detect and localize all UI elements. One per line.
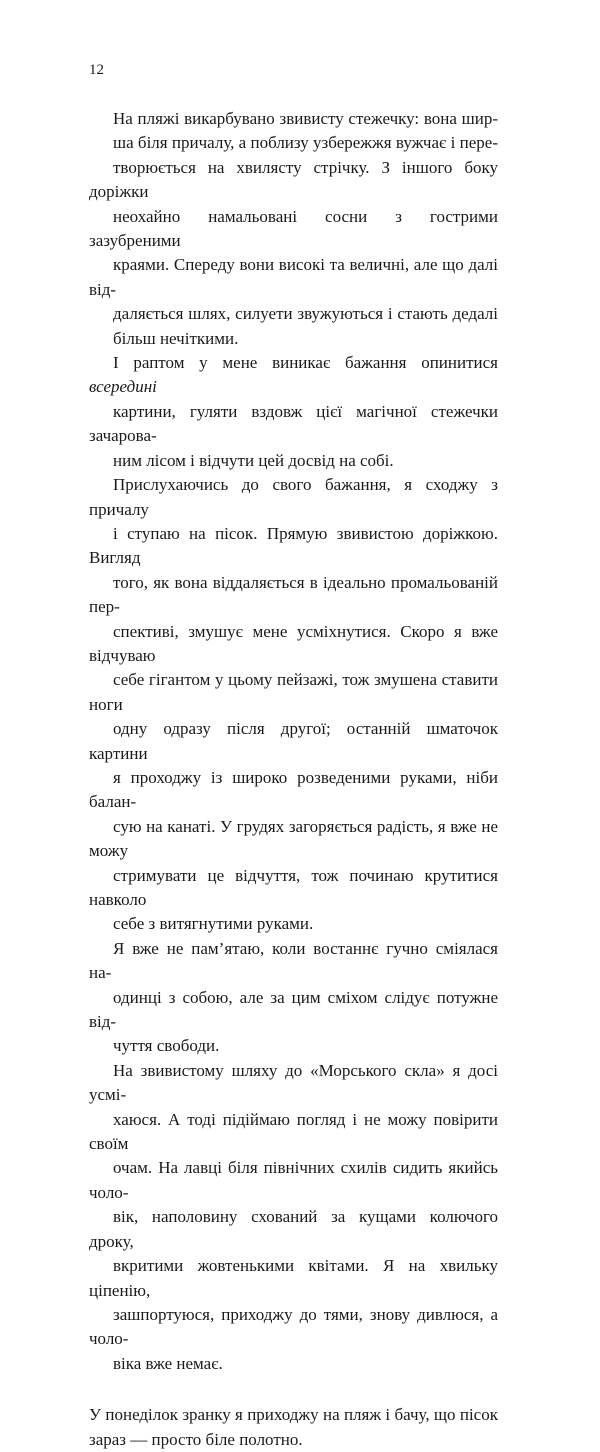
text-line: даляється шлях, силуети звужуються і стають дедалі — [113, 304, 498, 324]
text-line: більш нечіткими. — [113, 328, 239, 348]
paragraph-1 — [89, 107, 498, 351]
text-line: неохайно намальовані сосни з гострими зазубреними — [89, 206, 498, 251]
text-line: я проходжу із широко розведеними руками, ніби балан- — [89, 767, 498, 812]
text-line: себе гігантом у цьому пейзажі, тож змушена ставити ноги — [89, 670, 498, 714]
text-line: і ступаю на пісок. Прямую звивистою доріжкою. Вигляд — [89, 523, 498, 568]
text-line: Прислухаючись до свого бажання, я сходжу з причалу — [89, 475, 498, 519]
paragraph-3 — [89, 473, 498, 937]
section-break — [89, 1376, 498, 1403]
text-line: спективі, змушує мене усміхнутися. Скоро я вже відчуваю — [89, 621, 498, 665]
text-line: сую на канаті. У грудях загоряється радість, я вже не можу — [89, 816, 498, 861]
text-line: На пляжі викарбувано звивисту стежечку: вона шир- — [113, 109, 498, 128]
text-line: краями. Спереду вони високі та величні, але що далі від- — [89, 255, 498, 299]
paragraph-5 — [89, 1059, 498, 1376]
text-line: ним лісом і відчути цей досвід на собі. — [113, 450, 394, 470]
text-line: зараз — просто біле полотно. — [89, 1429, 303, 1449]
text-line: очам. На лавці біля північних схилів сидить якийсь чоло- — [89, 1158, 498, 1202]
text-line: На звивистому шляху до «Морського скла» я досі усмі- — [89, 1060, 498, 1105]
text-line: чуття свободи. — [113, 1036, 220, 1056]
page-number: 12 — [89, 62, 104, 78]
text-line: віка вже немає. — [113, 1353, 223, 1373]
text-line: У понеділок зранку я приходжу на пляж і бачу, що пісок — [89, 1405, 498, 1425]
paragraph-2 — [89, 351, 498, 473]
text-line: вік, наполовину схований за кущами колючого дроку, — [89, 1207, 498, 1251]
emphasized-word: всередині — [89, 377, 157, 397]
body-text — [89, 107, 498, 1452]
text-line: творюється на хвилясту стрічку. З іншого боку доріжки — [89, 157, 498, 202]
text-run: І раптом у мене виникає бажання опинитися — [113, 353, 498, 373]
paragraph-6 — [89, 1403, 498, 1452]
text-line: зашпортуюся, приходжу до тями, знову дивлюся, а чоло- — [89, 1304, 498, 1349]
text-line: ша біля причалу, а поблизу узбережжя вужчає і пере- — [113, 133, 498, 153]
text-line: одну одразу після другої; останній шматочок картини — [89, 719, 498, 763]
text-line: того, як вона віддаляється в ідеально промальованій пер- — [89, 572, 498, 617]
text-line: стримувати це відчуття, тож починаю крутитися навколо — [89, 865, 498, 909]
paragraph-4 — [89, 937, 498, 1059]
text-line: картини, гуляти вздовж цієї магічної стежечки зачарова- — [89, 401, 498, 446]
text-line: одинці з собою, але за цим сміхом слідує потужне від- — [89, 987, 498, 1032]
text-line: Я вже не пам’ятаю, коли востаннє гучно сміялася на- — [89, 938, 498, 983]
text-line: хаюся. А тоді підіймаю погляд і не можу повірити своїм — [89, 1109, 498, 1154]
text-line — [89, 351, 498, 400]
text-line: себе з витягнутими руками. — [113, 914, 314, 934]
text-line: вкритими жовтенькими квітами. Я на хвильку ціпенію, — [89, 1256, 498, 1300]
